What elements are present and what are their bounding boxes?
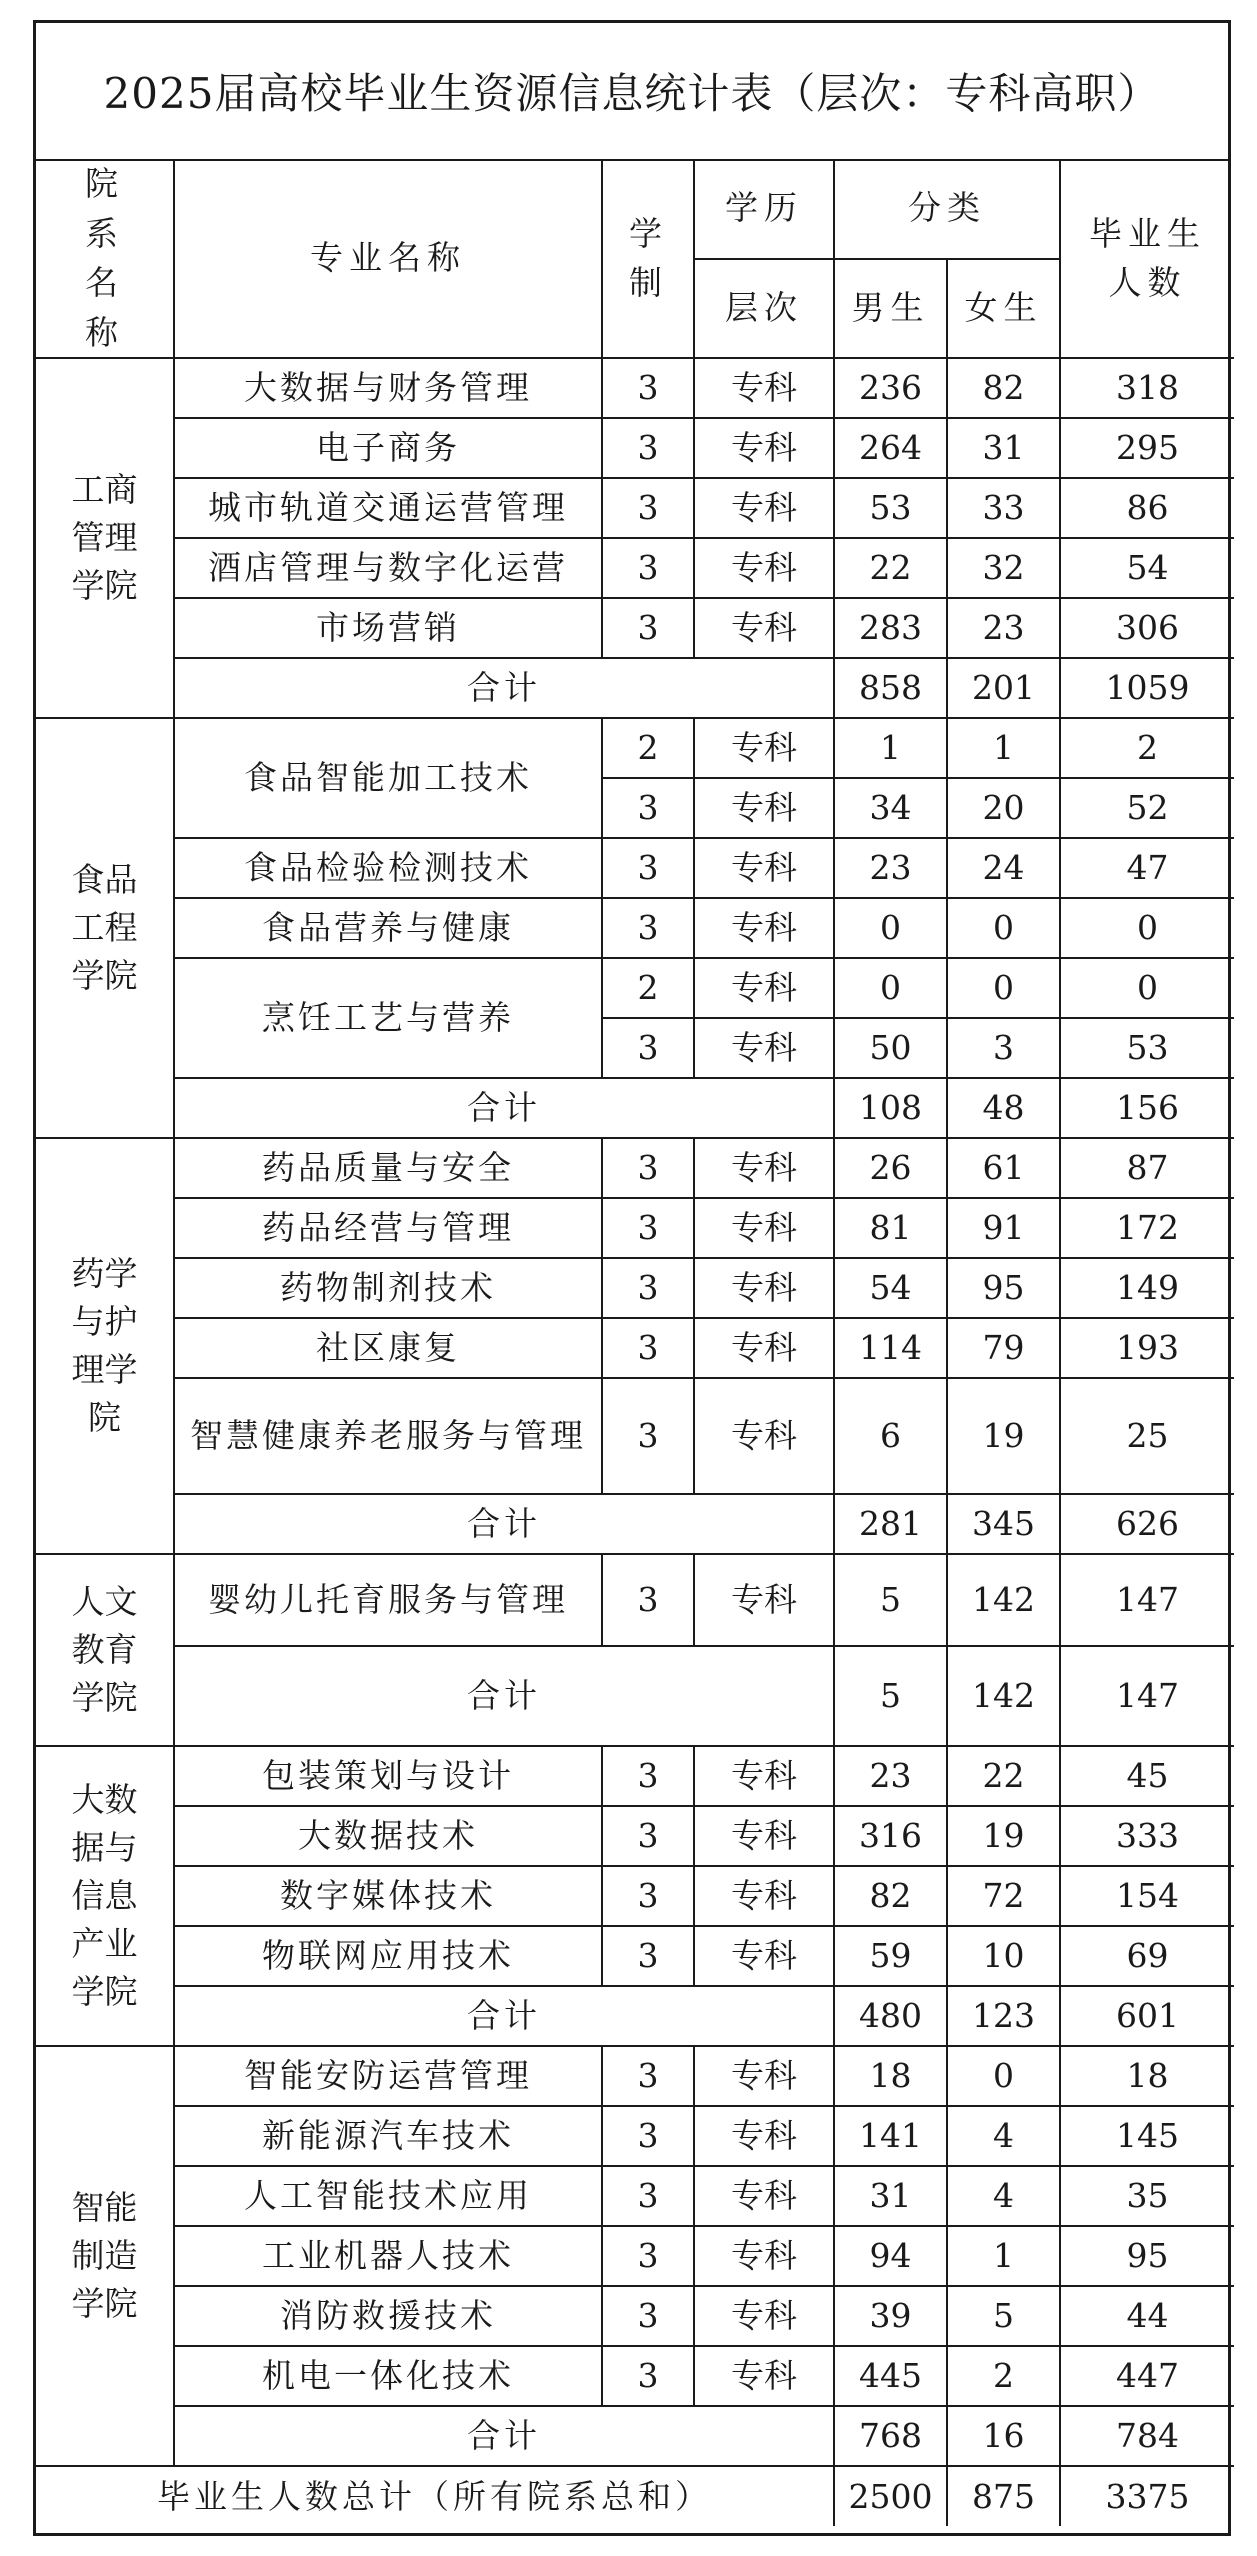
cell-female: 19 bbox=[947, 1378, 1060, 1494]
cell-female: 142 bbox=[947, 1554, 1060, 1646]
grand-total-label: 毕业生人数总计（所有院系总和） bbox=[36, 2466, 834, 2526]
cell-level: 专科 bbox=[694, 418, 834, 478]
cell-total: 145 bbox=[1060, 2106, 1234, 2166]
cell-total: 306 bbox=[1060, 598, 1234, 658]
header-female: 女生 bbox=[947, 259, 1060, 359]
cell-total: 147 bbox=[1060, 1554, 1234, 1646]
cell-total: 95 bbox=[1060, 2226, 1234, 2286]
cell-total: 86 bbox=[1060, 478, 1234, 538]
cell-male: 18 bbox=[834, 2046, 947, 2106]
table-row bbox=[36, 478, 1234, 538]
cell-male: 31 bbox=[834, 2166, 947, 2226]
table-row bbox=[36, 2046, 1234, 2106]
cell-level: 专科 bbox=[694, 358, 834, 418]
dept-name: 智能制造学院 bbox=[71, 2188, 138, 2323]
cell-total: 154 bbox=[1060, 1866, 1234, 1926]
cell-years: 3 bbox=[602, 418, 694, 478]
subtotal-male: 480 bbox=[834, 1986, 947, 2046]
table-row bbox=[36, 1138, 1234, 1198]
cell-level: 专科 bbox=[694, 1806, 834, 1866]
cell-total: 54 bbox=[1060, 538, 1234, 598]
dept-name-cell bbox=[36, 358, 174, 718]
major-name: 食品智能加工技术 bbox=[174, 718, 602, 838]
cell-female: 32 bbox=[947, 538, 1060, 598]
cell-female: 0 bbox=[947, 898, 1060, 958]
cell-female: 4 bbox=[947, 2106, 1060, 2166]
cell-male: 236 bbox=[834, 358, 947, 418]
header-total-text: 毕业生人数 bbox=[1089, 213, 1206, 302]
table-row bbox=[36, 538, 1234, 598]
cell-years: 3 bbox=[602, 1318, 694, 1378]
dept-name: 药学与护理学院 bbox=[71, 1254, 138, 1437]
cell-total: 447 bbox=[1060, 2346, 1234, 2406]
subtotal-label: 合计 bbox=[174, 1494, 834, 1554]
cell-female: 91 bbox=[947, 1198, 1060, 1258]
major-name: 城市轨道交通运营管理 bbox=[174, 478, 602, 538]
cell-years: 3 bbox=[602, 1746, 694, 1806]
cell-male: 34 bbox=[834, 778, 947, 838]
major-name: 烹饪工艺与营养 bbox=[174, 958, 602, 1078]
subtotal-male: 5 bbox=[834, 1646, 947, 1746]
subtotal-row bbox=[36, 1646, 1234, 1746]
grand-total-female: 875 bbox=[947, 2466, 1060, 2526]
table-row bbox=[36, 838, 1234, 898]
subtotal-label: 合计 bbox=[174, 1646, 834, 1746]
header-row-1 bbox=[36, 159, 1234, 259]
subtotal-female: 142 bbox=[947, 1646, 1060, 1746]
subtotal-male: 768 bbox=[834, 2406, 947, 2466]
cell-male: 6 bbox=[834, 1378, 947, 1494]
subtotal-label: 合计 bbox=[174, 658, 834, 718]
cell-level: 专科 bbox=[694, 2046, 834, 2106]
cell-level: 专科 bbox=[694, 1378, 834, 1494]
cell-female: 1 bbox=[947, 718, 1060, 778]
major-name: 市场营销 bbox=[174, 598, 602, 658]
graduate-statistics-table bbox=[36, 159, 1234, 2526]
cell-level: 专科 bbox=[694, 778, 834, 838]
cell-female: 31 bbox=[947, 418, 1060, 478]
subtotal-male: 858 bbox=[834, 658, 947, 718]
subtotal-female: 201 bbox=[947, 658, 1060, 718]
subtotal-row bbox=[36, 1078, 1234, 1138]
cell-level: 专科 bbox=[694, 538, 834, 598]
cell-years: 3 bbox=[602, 1378, 694, 1494]
dept-name-cell bbox=[36, 1554, 174, 1746]
cell-total: 47 bbox=[1060, 838, 1234, 898]
cell-years: 3 bbox=[602, 1258, 694, 1318]
table-title: 2025届高校毕业生资源信息统计表（层次：专科高职） bbox=[36, 23, 1228, 161]
cell-level: 专科 bbox=[694, 1746, 834, 1806]
table-row bbox=[36, 2226, 1234, 2286]
header-level: 层次 bbox=[694, 259, 834, 359]
subtotal-total: 156 bbox=[1060, 1078, 1234, 1138]
major-name: 消防救援技术 bbox=[174, 2286, 602, 2346]
table-row bbox=[36, 2286, 1234, 2346]
cell-total: 318 bbox=[1060, 358, 1234, 418]
dept-name-cell bbox=[36, 2046, 174, 2466]
major-name: 社区康复 bbox=[174, 1318, 602, 1378]
dept-name: 人文教育学院 bbox=[71, 1582, 138, 1717]
major-name: 人工智能技术应用 bbox=[174, 2166, 602, 2226]
cell-years: 3 bbox=[602, 1554, 694, 1646]
table-row bbox=[36, 2166, 1234, 2226]
major-name: 数字媒体技术 bbox=[174, 1866, 602, 1926]
subtotal-row bbox=[36, 658, 1234, 718]
cell-level: 专科 bbox=[694, 1554, 834, 1646]
major-name: 药物制剂技术 bbox=[174, 1258, 602, 1318]
table-row bbox=[36, 598, 1234, 658]
cell-level: 专科 bbox=[694, 1018, 834, 1078]
cell-total: 69 bbox=[1060, 1926, 1234, 1986]
cell-level: 专科 bbox=[694, 1866, 834, 1926]
table-row bbox=[36, 1198, 1234, 1258]
cell-female: 24 bbox=[947, 838, 1060, 898]
cell-female: 5 bbox=[947, 2286, 1060, 2346]
table-row bbox=[36, 1554, 1234, 1646]
cell-female: 0 bbox=[947, 958, 1060, 1018]
cell-years: 3 bbox=[602, 2046, 694, 2106]
major-name: 食品营养与健康 bbox=[174, 898, 602, 958]
grand-total-male: 2500 bbox=[834, 2466, 947, 2526]
cell-male: 114 bbox=[834, 1318, 947, 1378]
cell-level: 专科 bbox=[694, 1258, 834, 1318]
major-name: 机电一体化技术 bbox=[174, 2346, 602, 2406]
table-row bbox=[36, 1926, 1234, 1986]
subtotal-female: 48 bbox=[947, 1078, 1060, 1138]
subtotal-total: 784 bbox=[1060, 2406, 1234, 2466]
header-total bbox=[1060, 159, 1234, 358]
cell-male: 81 bbox=[834, 1198, 947, 1258]
cell-female: 20 bbox=[947, 778, 1060, 838]
cell-level: 专科 bbox=[694, 898, 834, 958]
major-name: 物联网应用技术 bbox=[174, 1926, 602, 1986]
cell-female: 3 bbox=[947, 1018, 1060, 1078]
header-years-text: 学制 bbox=[629, 213, 668, 302]
cell-total: 45 bbox=[1060, 1746, 1234, 1806]
cell-years: 3 bbox=[602, 2106, 694, 2166]
cell-level: 专科 bbox=[694, 598, 834, 658]
dept-name: 大数据与信息产业学院 bbox=[71, 1780, 138, 2011]
cell-level: 专科 bbox=[694, 2226, 834, 2286]
cell-years: 2 bbox=[602, 958, 694, 1018]
cell-female: 95 bbox=[947, 1258, 1060, 1318]
cell-male: 316 bbox=[834, 1806, 947, 1866]
cell-level: 专科 bbox=[694, 1198, 834, 1258]
cell-years: 3 bbox=[602, 838, 694, 898]
cell-total: 52 bbox=[1060, 778, 1234, 838]
cell-level: 专科 bbox=[694, 1138, 834, 1198]
cell-level: 专科 bbox=[694, 958, 834, 1018]
major-name: 智能安防运营管理 bbox=[174, 2046, 602, 2106]
cell-years: 3 bbox=[602, 358, 694, 418]
cell-years: 3 bbox=[602, 2226, 694, 2286]
major-name: 电子商务 bbox=[174, 418, 602, 478]
cell-male: 445 bbox=[834, 2346, 947, 2406]
cell-male: 94 bbox=[834, 2226, 947, 2286]
cell-female: 0 bbox=[947, 2046, 1060, 2106]
cell-years: 2 bbox=[602, 718, 694, 778]
cell-male: 39 bbox=[834, 2286, 947, 2346]
cell-level: 专科 bbox=[694, 1926, 834, 1986]
cell-total: 149 bbox=[1060, 1258, 1234, 1318]
table-row bbox=[36, 418, 1234, 478]
cell-female: 2 bbox=[947, 2346, 1060, 2406]
subtotal-total: 626 bbox=[1060, 1494, 1234, 1554]
header-dept-text: 院系名称 bbox=[85, 164, 124, 352]
dept-name: 食品工程学院 bbox=[71, 860, 138, 995]
cell-years: 3 bbox=[602, 1866, 694, 1926]
subtotal-male: 108 bbox=[834, 1078, 947, 1138]
major-name: 食品检验检测技术 bbox=[174, 838, 602, 898]
cell-level: 专科 bbox=[694, 2286, 834, 2346]
cell-total: 2 bbox=[1060, 718, 1234, 778]
header-male: 男生 bbox=[834, 259, 947, 359]
statistics-sheet bbox=[33, 20, 1231, 2536]
cell-male: 26 bbox=[834, 1138, 947, 1198]
cell-male: 22 bbox=[834, 538, 947, 598]
cell-years: 3 bbox=[602, 1198, 694, 1258]
subtotal-row bbox=[36, 1986, 1234, 2046]
cell-male: 141 bbox=[834, 2106, 947, 2166]
cell-years: 3 bbox=[602, 1806, 694, 1866]
dept-name-cell bbox=[36, 718, 174, 1138]
cell-female: 61 bbox=[947, 1138, 1060, 1198]
subtotal-female: 16 bbox=[947, 2406, 1060, 2466]
cell-years: 3 bbox=[602, 1926, 694, 1986]
cell-male: 5 bbox=[834, 1554, 947, 1646]
subtotal-row bbox=[36, 1494, 1234, 1554]
major-name: 大数据与财务管理 bbox=[174, 358, 602, 418]
cell-male: 23 bbox=[834, 838, 947, 898]
major-name: 药品质量与安全 bbox=[174, 1138, 602, 1198]
cell-level: 专科 bbox=[694, 718, 834, 778]
header-category: 分类 bbox=[834, 159, 1060, 259]
cell-male: 53 bbox=[834, 478, 947, 538]
cell-female: 33 bbox=[947, 478, 1060, 538]
header-edu: 学历 bbox=[694, 159, 834, 259]
cell-total: 87 bbox=[1060, 1138, 1234, 1198]
table-row bbox=[36, 1258, 1234, 1318]
dept-name: 工商管理学院 bbox=[71, 470, 138, 605]
cell-level: 专科 bbox=[694, 1318, 834, 1378]
major-name: 新能源汽车技术 bbox=[174, 2106, 602, 2166]
major-name: 婴幼儿托育服务与管理 bbox=[174, 1554, 602, 1646]
subtotal-row bbox=[36, 2406, 1234, 2466]
cell-female: 23 bbox=[947, 598, 1060, 658]
table-row bbox=[36, 898, 1234, 958]
subtotal-female: 345 bbox=[947, 1494, 1060, 1554]
header-years bbox=[602, 159, 694, 358]
cell-male: 0 bbox=[834, 958, 947, 1018]
cell-total: 0 bbox=[1060, 898, 1234, 958]
cell-male: 1 bbox=[834, 718, 947, 778]
table-row bbox=[36, 1378, 1234, 1494]
cell-level: 专科 bbox=[694, 2346, 834, 2406]
cell-female: 10 bbox=[947, 1926, 1060, 1986]
dept-name-cell bbox=[36, 1138, 174, 1554]
cell-level: 专科 bbox=[694, 838, 834, 898]
cell-male: 23 bbox=[834, 1746, 947, 1806]
subtotal-label: 合计 bbox=[174, 1986, 834, 2046]
subtotal-total: 1059 bbox=[1060, 658, 1234, 718]
table-row bbox=[36, 358, 1234, 418]
cell-years: 3 bbox=[602, 478, 694, 538]
cell-years: 3 bbox=[602, 2286, 694, 2346]
cell-years: 3 bbox=[602, 898, 694, 958]
cell-years: 3 bbox=[602, 778, 694, 838]
cell-total: 0 bbox=[1060, 958, 1234, 1018]
cell-female: 79 bbox=[947, 1318, 1060, 1378]
cell-total: 333 bbox=[1060, 1806, 1234, 1866]
table-row bbox=[36, 2346, 1234, 2406]
cell-level: 专科 bbox=[694, 2106, 834, 2166]
cell-total: 18 bbox=[1060, 2046, 1234, 2106]
cell-years: 3 bbox=[602, 2346, 694, 2406]
cell-years: 3 bbox=[602, 598, 694, 658]
dept-name-cell bbox=[36, 1746, 174, 2046]
subtotal-label: 合计 bbox=[174, 2406, 834, 2466]
subtotal-female: 123 bbox=[947, 1986, 1060, 2046]
table-row bbox=[36, 1746, 1234, 1806]
major-name: 酒店管理与数字化运营 bbox=[174, 538, 602, 598]
table-row bbox=[36, 1318, 1234, 1378]
cell-male: 50 bbox=[834, 1018, 947, 1078]
cell-female: 1 bbox=[947, 2226, 1060, 2286]
cell-male: 59 bbox=[834, 1926, 947, 1986]
cell-level: 专科 bbox=[694, 2166, 834, 2226]
cell-female: 82 bbox=[947, 358, 1060, 418]
cell-male: 82 bbox=[834, 1866, 947, 1926]
cell-total: 25 bbox=[1060, 1378, 1234, 1494]
cell-female: 22 bbox=[947, 1746, 1060, 1806]
table-row bbox=[36, 958, 1234, 1018]
cell-total: 35 bbox=[1060, 2166, 1234, 2226]
cell-total: 44 bbox=[1060, 2286, 1234, 2346]
cell-female: 4 bbox=[947, 2166, 1060, 2226]
cell-total: 53 bbox=[1060, 1018, 1234, 1078]
cell-female: 19 bbox=[947, 1806, 1060, 1866]
header-major: 专业名称 bbox=[174, 159, 602, 358]
cell-total: 172 bbox=[1060, 1198, 1234, 1258]
major-name: 大数据技术 bbox=[174, 1806, 602, 1866]
major-name: 工业机器人技术 bbox=[174, 2226, 602, 2286]
subtotal-male: 281 bbox=[834, 1494, 947, 1554]
cell-years: 3 bbox=[602, 1018, 694, 1078]
subtotal-total: 601 bbox=[1060, 1986, 1234, 2046]
cell-male: 0 bbox=[834, 898, 947, 958]
cell-years: 3 bbox=[602, 538, 694, 598]
major-name: 智慧健康养老服务与管理 bbox=[174, 1378, 602, 1494]
table-row bbox=[36, 2106, 1234, 2166]
table-row bbox=[36, 718, 1234, 778]
cell-total: 295 bbox=[1060, 418, 1234, 478]
grand-total-total: 3375 bbox=[1060, 2466, 1234, 2526]
cell-female: 72 bbox=[947, 1866, 1060, 1926]
cell-years: 3 bbox=[602, 2166, 694, 2226]
cell-male: 264 bbox=[834, 418, 947, 478]
cell-years: 3 bbox=[602, 1138, 694, 1198]
major-name: 药品经营与管理 bbox=[174, 1198, 602, 1258]
table-row bbox=[36, 1806, 1234, 1866]
header-dept bbox=[36, 159, 174, 358]
major-name: 包装策划与设计 bbox=[174, 1746, 602, 1806]
table-row bbox=[36, 1866, 1234, 1926]
cell-total: 193 bbox=[1060, 1318, 1234, 1378]
cell-level: 专科 bbox=[694, 478, 834, 538]
grand-total-row bbox=[36, 2466, 1234, 2526]
cell-male: 283 bbox=[834, 598, 947, 658]
subtotal-label: 合计 bbox=[174, 1078, 834, 1138]
cell-male: 54 bbox=[834, 1258, 947, 1318]
subtotal-total: 147 bbox=[1060, 1646, 1234, 1746]
